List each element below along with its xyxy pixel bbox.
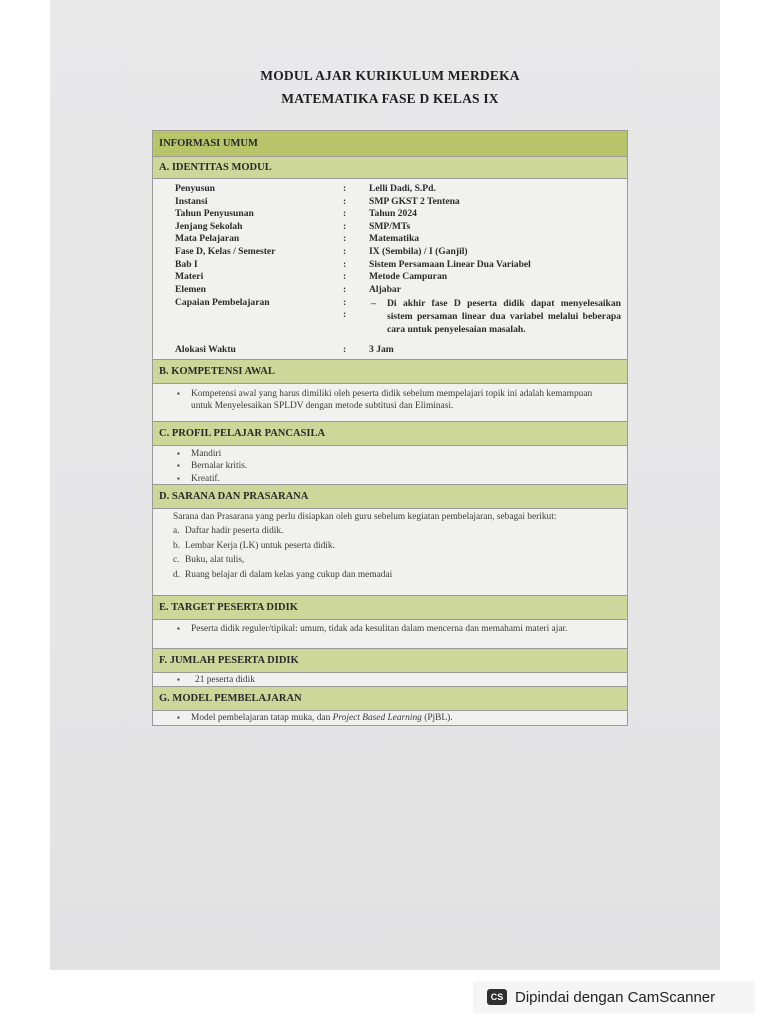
list-item <box>153 448 627 461</box>
section-b-header: B. KOMPETENSI AWAL <box>153 360 627 384</box>
section-e-body <box>153 620 627 649</box>
camscanner-watermark <box>473 981 755 1013</box>
document-title-line2: MATEMATIKA FASE D KELAS IX <box>281 91 499 106</box>
identity-value: Sistem Persamaan Linear Dua Variabel <box>369 258 531 270</box>
identity-colon: : <box>343 233 347 245</box>
identity-value: SMP/MTs <box>369 220 411 232</box>
section-c-header: C. PROFIL PELAJAR PANCASILA <box>153 422 627 446</box>
identity-label: Jenjang Sekolah <box>175 220 243 232</box>
document-title-line1: MODUL AJAR KURIKULUM MERDEKA <box>260 68 520 83</box>
identity-value: Aljabar <box>369 283 401 295</box>
section-d-body <box>153 509 627 596</box>
bullet-icon: ▪ <box>177 461 180 471</box>
list-item <box>153 674 627 687</box>
capaian-content <box>369 297 627 336</box>
list-item <box>153 388 627 413</box>
identity-colon: : <box>343 271 347 283</box>
identity-label: Mata Pelajaran <box>175 233 240 245</box>
identity-colon: : <box>343 258 347 270</box>
identity-colon: : <box>343 183 347 194</box>
profil-item: Mandiri <box>191 448 222 459</box>
module-info-table <box>152 130 628 726</box>
target-text: Peserta didik reguler/tipikal: umum, tidak ada kesulitan dalam mencerna dan memahami materi ajar. <box>191 623 568 634</box>
identity-row <box>153 196 627 209</box>
section-f-header: F. JUMLAH PESERTA DIDIK <box>153 649 627 673</box>
identity-label: Tahun Penyusunan <box>175 208 254 220</box>
capaian-dash: – <box>371 298 376 310</box>
identity-row <box>153 246 627 259</box>
list-item: d. Ruang belajar di dalam kelas yang cukup dan memadai <box>173 570 393 581</box>
bullet-icon: ▪ <box>177 448 180 458</box>
identity-value: IX (Sembila) / I (Ganjil) <box>369 245 468 257</box>
kompetensi-awal-text: Kompetensi awal yang harus dimiliki oleh peserta didik sebelum mempelajari topik ini adalah kemampuan untuk Menyelesaikan SPLDV dengan metode subtitusi dan Eliminasi. <box>191 388 593 412</box>
identity-row <box>153 271 627 284</box>
camscanner-label: Dipindai dengan CamScanner <box>515 988 716 1006</box>
identity-label: Fase D, Kelas / Semester <box>175 245 276 257</box>
camscanner-logo-icon: CS <box>487 989 507 1005</box>
identity-value: SMP GKST 2 Tentena <box>369 195 460 207</box>
list-item: b. Lembar Kerja (LK) untuk peserta didik. <box>173 540 335 551</box>
capaian-label: Capaian Pembelajaran <box>175 297 270 309</box>
section-e-header: E. TARGET PESERTA DIDIK <box>153 596 627 620</box>
identity-value: Lelli Dadi, S.Pd. <box>369 183 436 194</box>
identity-colon: : <box>343 195 347 207</box>
identity-row <box>153 284 627 297</box>
identity-row <box>153 183 627 196</box>
bullet-icon: ▪ <box>177 473 180 483</box>
list-item: a. Daftar hadir peserta didik. <box>173 525 284 536</box>
capaian-text: Di akhir fase D peserta didik dapat menyelesaikan sistem persaman linear dua variabel melalui beberapa cara untuk penyelesaian masalah. <box>387 298 621 336</box>
identity-row <box>153 233 627 246</box>
list-item <box>153 623 627 636</box>
section-a-header: A. IDENTITAS MODUL <box>153 157 627 179</box>
informasi-umum-header: INFORMASI UMUM <box>153 131 627 157</box>
identity-row <box>153 208 627 221</box>
alokasi-colon: : <box>343 344 347 356</box>
list-item <box>153 712 627 725</box>
model-text: Model pembelajaran tatap muka, dan Project Based Learning (PjBL). <box>191 712 453 723</box>
identity-row <box>153 259 627 272</box>
section-b-body <box>153 384 627 422</box>
profil-item: Kreatif. <box>191 473 220 484</box>
section-g-header: G. MODEL PEMBELAJARAN <box>153 687 627 711</box>
alokasi-row <box>153 344 627 357</box>
identity-label: Bab I <box>175 258 198 270</box>
identity-label: Elemen <box>175 283 206 295</box>
bullet-icon: ▪ <box>177 388 180 398</box>
capaian-row <box>153 297 627 336</box>
jumlah-text: 21 peserta didik <box>195 674 255 685</box>
bullet-icon: ▪ <box>177 674 180 684</box>
identity-label: Instansi <box>175 195 208 207</box>
bullet-icon: ▪ <box>177 712 180 722</box>
list-item <box>153 460 627 473</box>
identity-value: Metode Campuran <box>369 271 448 283</box>
bullet-icon: ▪ <box>177 623 180 633</box>
section-d-header: D. SARANA DAN PRASARANA <box>153 485 627 509</box>
section-c-body <box>153 446 627 485</box>
identity-value: Matematika <box>369 233 420 245</box>
profil-item: Bernalar kritis. <box>191 461 248 472</box>
identity-colon: : <box>343 208 347 220</box>
list-item: c. Buku, alat tulis, <box>173 555 245 566</box>
identity-colon: : <box>343 283 347 295</box>
identity-rows <box>153 183 627 296</box>
identity-row <box>153 221 627 234</box>
sarana-intro: Sarana dan Prasarana yang perlu disiapkan oleh guru sebelum kegiatan pembelajaran, sebagai berikut: <box>173 511 557 522</box>
section-f-body <box>153 673 627 687</box>
identity-value: Tahun 2024 <box>369 208 417 220</box>
section-a-body <box>153 179 627 360</box>
list-item <box>153 473 627 486</box>
alokasi-value: 3 Jam <box>369 344 394 356</box>
alokasi-label: Alokasi Waktu <box>175 344 236 356</box>
identity-label: Materi <box>175 271 204 283</box>
identity-colon: : <box>343 220 347 232</box>
capaian-colons: : : <box>343 297 347 321</box>
identity-label: Penyusun <box>175 183 215 194</box>
identity-colon: : <box>343 245 347 257</box>
section-g-body <box>153 711 627 725</box>
